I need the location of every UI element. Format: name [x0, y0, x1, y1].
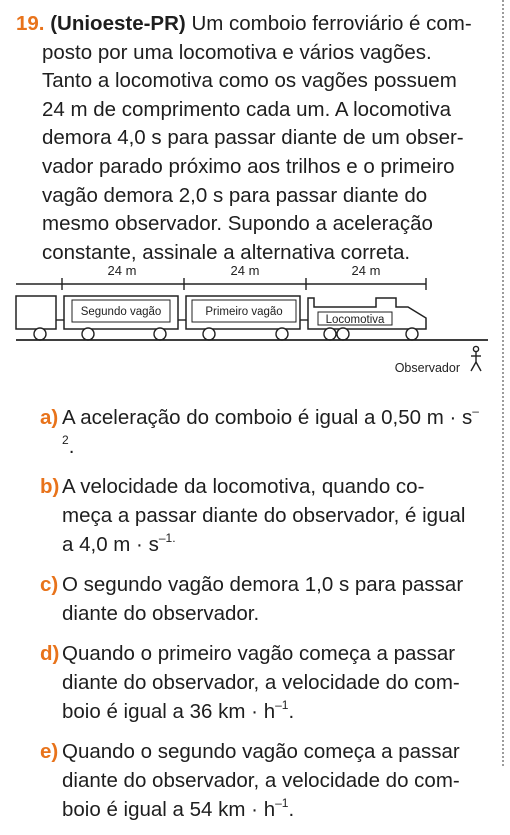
- option-letter: d): [40, 642, 60, 665]
- dimension-label: 24 m: [351, 263, 381, 278]
- question-line: posto por uma locomotiva e vários vagões.: [42, 40, 432, 64]
- question-number: 19.: [16, 12, 45, 35]
- question-line: [16, 10, 490, 39]
- option-line: Quando o primeiro vagão começa a passar: [62, 642, 456, 665]
- option-letter: b): [40, 475, 60, 498]
- option-d[interactable]: [40, 639, 490, 726]
- train-diagram: [14, 262, 490, 388]
- first-wagon: [186, 296, 300, 340]
- question-source: (Unioeste-PR): [50, 12, 186, 35]
- option-line: O segundo vagão demora 1,0 s para passar: [62, 573, 464, 596]
- question-line: Tanto a locomotiva como os vagões possuem: [42, 69, 457, 93]
- option-letter: e): [40, 740, 59, 763]
- question-line: vador parado próximo aos trilhos e o primeiro: [42, 154, 455, 178]
- option-line: meça a passar diante do observador, é igual: [62, 504, 466, 527]
- question-line: mesmo observador. Supondo a aceleração: [42, 212, 433, 236]
- option-c[interactable]: [40, 570, 490, 628]
- dimension-label: 24 m: [107, 263, 137, 278]
- option-b[interactable]: [40, 472, 490, 559]
- option-line: Quando o segundo vagão começa a passar: [62, 740, 460, 763]
- option-line: diante do observador, a velocidade do com-: [62, 769, 460, 792]
- option-line: a 4,0 $m \cdot s^{-1.}$: [62, 531, 176, 556]
- question-line: vagão demora 2,0 s para passar diante do: [42, 183, 428, 207]
- option-line: diante do observador, a velocidade do com-: [62, 671, 460, 694]
- option-line: boio é igual a 36 km · $h^{-1}$.: [62, 698, 295, 723]
- observer-label: Observador: [394, 361, 460, 375]
- page-margin-rule: [502, 0, 504, 766]
- second-wagon: [64, 296, 178, 340]
- observer-figure-icon: [471, 346, 481, 371]
- question-stem: [16, 10, 490, 267]
- question-line: constante, assinale a alternativa correta.: [42, 240, 411, 264]
- option-letter: a): [40, 406, 59, 429]
- locomotive: [308, 298, 426, 340]
- option-line: A aceleração do comboio é igual a 0,50 $m \cdot s^{-2}$.: [62, 404, 479, 458]
- option-line: boio é igual a 54 km · $h^{-1}$.: [62, 796, 295, 821]
- question-line: 24 m de comprimento cada um. A locomotiva: [42, 97, 452, 121]
- locomotive-label: Locomotiva: [325, 314, 385, 326]
- third-wagon: [16, 296, 56, 340]
- option-line: A velocidade da locomotiva, quando co-: [62, 475, 425, 498]
- dimension-label: 24 m: [230, 263, 260, 278]
- option-e[interactable]: [40, 737, 490, 824]
- option-letter: c): [40, 573, 59, 596]
- option-a[interactable]: [40, 403, 490, 461]
- second-wagon-label: Segundo vagão: [80, 306, 162, 318]
- first-wagon-label: Primeiro vagão: [205, 306, 283, 318]
- answer-options: [40, 403, 490, 835]
- question-line: demora 4,0 s para passar diante de um obser-: [42, 126, 464, 150]
- question-text: Um comboio ferroviário é com-: [191, 12, 472, 35]
- option-line: diante do observador.: [62, 602, 260, 625]
